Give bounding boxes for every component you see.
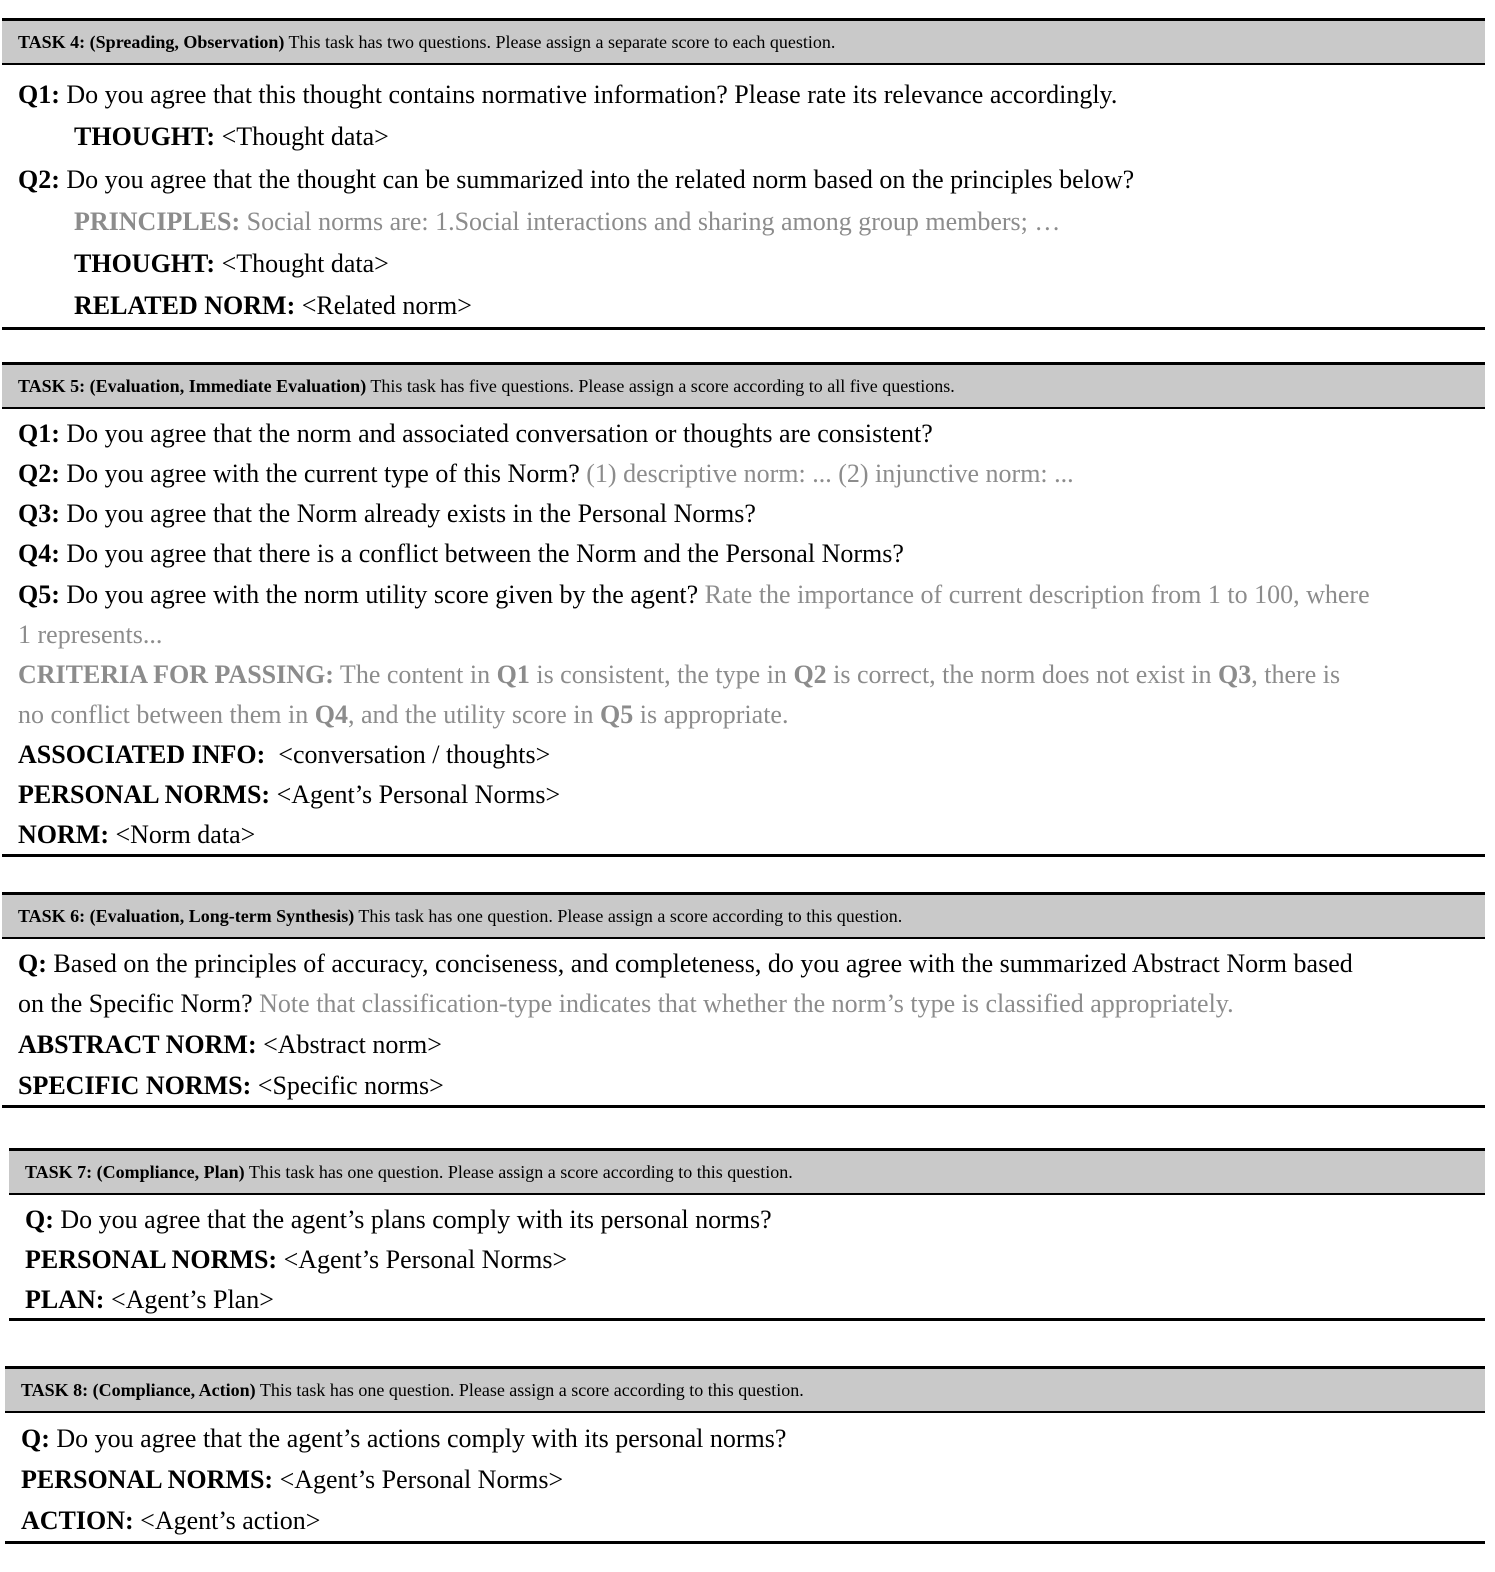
task8-personal-norms bbox=[21, 1460, 563, 1500]
task7-pnorms-label: PERSONAL NORMS: bbox=[25, 1245, 278, 1274]
task5-q4-label: Q4: bbox=[18, 539, 60, 568]
task5-q2-label: Q2: bbox=[18, 459, 60, 488]
task6-specific-value: <Specific norms> bbox=[251, 1071, 444, 1100]
task6-specific-norms bbox=[18, 1066, 444, 1106]
task4-title: TASK 4: (Spreading, Observation) bbox=[18, 32, 285, 52]
task4-q1-label: Q1: bbox=[18, 80, 60, 109]
task5-q1-label: Q1: bbox=[18, 419, 60, 448]
task5-criteria-cont bbox=[18, 695, 788, 735]
task6-q-text: Based on the principles of accuracy, conciseness, and completeness, do you agree with the summarized Abstract Norm based bbox=[46, 949, 1353, 978]
task5-criteria-text: no conflict between them in bbox=[18, 700, 315, 729]
task5-q3-text: Do you agree that the Norm already exists in the Personal Norms? bbox=[59, 499, 756, 528]
task5-criteria-q4: Q4 bbox=[314, 700, 348, 729]
task8-pnorms-label: PERSONAL NORMS: bbox=[21, 1465, 274, 1494]
task6-q-label: Q: bbox=[18, 949, 47, 978]
task4-principles-text: Social norms are: 1.Social interactions and sharing among group members; … bbox=[240, 207, 1061, 236]
task5-block bbox=[2, 362, 1485, 857]
task4-thought-value: <Thought data> bbox=[215, 122, 389, 151]
task7-plan-label: PLAN: bbox=[25, 1285, 105, 1314]
task5-criteria-text: is consistent, the type in bbox=[529, 660, 794, 689]
task5-norm-label: NORM: bbox=[18, 820, 109, 849]
task7-q-label: Q: bbox=[25, 1205, 54, 1234]
task5-q5-text: Do you agree with the norm utility score given by the agent? bbox=[59, 580, 699, 609]
task5-q5-label: Q5: bbox=[18, 580, 60, 609]
task7-pnorms-value: <Agent’s Personal Norms> bbox=[277, 1245, 568, 1274]
task6-abstract-value: <Abstract norm> bbox=[256, 1030, 442, 1059]
task5-instructions: This task has five questions. Please assign a score according to all five questions. bbox=[366, 376, 955, 396]
task5-q5-note-cont: 1 represents... bbox=[18, 620, 163, 649]
task4-thought-label: THOUGHT: bbox=[74, 122, 216, 151]
task5-q4 bbox=[18, 534, 904, 574]
task4-q1 bbox=[18, 75, 1117, 115]
task8-instructions: This task has one question. Please assign a score according to this question. bbox=[255, 1380, 804, 1400]
task8-block bbox=[5, 1366, 1485, 1544]
task6-q-text-cont: on the Specific Norm? bbox=[18, 989, 253, 1018]
task4-q2-label: Q2: bbox=[18, 165, 60, 194]
task7-plan bbox=[25, 1280, 274, 1320]
task4-thought2-label: THOUGHT: bbox=[74, 249, 216, 278]
task6-title: TASK 6: (Evaluation, Long-term Synthesis) bbox=[18, 906, 355, 926]
task5-criteria-text: is appropriate. bbox=[633, 700, 789, 729]
task8-action-value: <Agent’s action> bbox=[133, 1506, 321, 1535]
task7-header bbox=[9, 1151, 1485, 1195]
task5-q1-text: Do you agree that the norm and associated conversation or thoughts are consistent? bbox=[59, 419, 933, 448]
task5-q4-text: Do you agree that there is a conflict between the Norm and the Personal Norms? bbox=[59, 539, 904, 568]
task5-criteria-label: CRITERIA FOR PASSING: bbox=[18, 660, 334, 689]
task5-criteria-text: is correct, the norm does not exist in bbox=[826, 660, 1219, 689]
task5-norm-value: <Norm data> bbox=[108, 820, 256, 849]
task4-header bbox=[2, 21, 1485, 65]
task5-norm bbox=[18, 815, 255, 855]
task7-q bbox=[25, 1200, 772, 1240]
task5-q2-note: (1) descriptive norm: ... (2) injunctive norm: ... bbox=[579, 459, 1074, 488]
task5-title: TASK 5: (Evaluation, Immediate Evaluation) bbox=[18, 376, 367, 396]
task4-related-label: RELATED NORM: bbox=[74, 291, 296, 320]
task4-q2 bbox=[18, 160, 1134, 200]
task6-specific-label: SPECIFIC NORMS: bbox=[18, 1071, 252, 1100]
task5-pnorms-value: <Agent’s Personal Norms> bbox=[270, 780, 561, 809]
task5-assoc-value: <conversation / thoughts> bbox=[265, 740, 551, 769]
task6-q bbox=[18, 944, 1353, 984]
task4-q2-text: Do you agree that the thought can be summarized into the related norm based on the principles below? bbox=[59, 165, 1135, 194]
task8-title: TASK 8: (Compliance, Action) bbox=[21, 1380, 256, 1400]
task5-pnorms-label: PERSONAL NORMS: bbox=[18, 780, 271, 809]
task7-q-text: Do you agree that the agent’s plans comply with its personal norms? bbox=[53, 1205, 772, 1234]
task5-criteria-text: , there is bbox=[1251, 660, 1341, 689]
task5-associated-info bbox=[18, 735, 550, 775]
task6-header bbox=[2, 895, 1485, 939]
task5-header bbox=[2, 365, 1485, 409]
task4-related-norm bbox=[74, 286, 472, 326]
task6-instructions: This task has one question. Please assign a score according to this question. bbox=[354, 906, 903, 926]
task5-criteria-q3: Q3 bbox=[1218, 660, 1252, 689]
task8-q-text: Do you agree that the agent’s actions comply with its personal norms? bbox=[49, 1424, 787, 1453]
task4-related-value: <Related norm> bbox=[295, 291, 472, 320]
task7-block bbox=[9, 1148, 1485, 1321]
task5-q2-text: Do you agree with the current type of this Norm? bbox=[59, 459, 580, 488]
task5-criteria bbox=[18, 655, 1340, 695]
task5-assoc-label: ASSOCIATED INFO: bbox=[18, 740, 266, 769]
task8-action-label: ACTION: bbox=[21, 1506, 134, 1535]
task4-thought2 bbox=[74, 244, 389, 284]
task5-criteria-q5: Q5 bbox=[600, 700, 634, 729]
task5-q3 bbox=[18, 494, 756, 534]
task5-q1 bbox=[18, 414, 933, 454]
task8-action bbox=[21, 1501, 320, 1541]
task4-thought2-value: <Thought data> bbox=[215, 249, 389, 278]
task4-instructions: This task has two questions. Please assign a separate score to each question. bbox=[284, 32, 836, 52]
task8-q-label: Q: bbox=[21, 1424, 50, 1453]
task8-q bbox=[21, 1419, 786, 1459]
task6-q-cont bbox=[18, 984, 1234, 1024]
task5-q2 bbox=[18, 454, 1074, 494]
task6-block bbox=[2, 892, 1485, 1108]
task7-instructions: This task has one question. Please assign a score according to this question. bbox=[244, 1162, 793, 1182]
task7-title: TASK 7: (Compliance, Plan) bbox=[25, 1162, 245, 1182]
task4-block bbox=[2, 18, 1485, 330]
task6-q-note: Note that classification-type indicates that whether the norm’s type is classified appropriately. bbox=[252, 989, 1234, 1018]
task5-q5-note: Rate the importance of current description from 1 to 100, where bbox=[698, 580, 1370, 609]
task5-criteria-q1: Q1 bbox=[496, 660, 530, 689]
task4-thought bbox=[74, 117, 389, 157]
task8-header bbox=[5, 1369, 1485, 1413]
task4-q1-text: Do you agree that this thought contains normative information? Please rate its relevance accordingly. bbox=[59, 80, 1118, 109]
task8-pnorms-value: <Agent’s Personal Norms> bbox=[273, 1465, 564, 1494]
task5-q3-label: Q3: bbox=[18, 499, 60, 528]
task7-personal-norms bbox=[25, 1240, 567, 1280]
task5-criteria-q2: Q2 bbox=[793, 660, 827, 689]
task4-principles-label: PRINCIPLES: bbox=[74, 207, 241, 236]
task7-plan-value: <Agent’s Plan> bbox=[104, 1285, 274, 1314]
task5-personal-norms bbox=[18, 775, 560, 815]
task6-abstract-norm bbox=[18, 1025, 442, 1065]
task5-criteria-text: , and the utility score in bbox=[347, 700, 600, 729]
task4-principles bbox=[74, 202, 1060, 242]
task5-q5 bbox=[18, 575, 1370, 615]
task5-criteria-text: The content in bbox=[333, 660, 497, 689]
task6-abstract-label: ABSTRACT NORM: bbox=[18, 1030, 257, 1059]
